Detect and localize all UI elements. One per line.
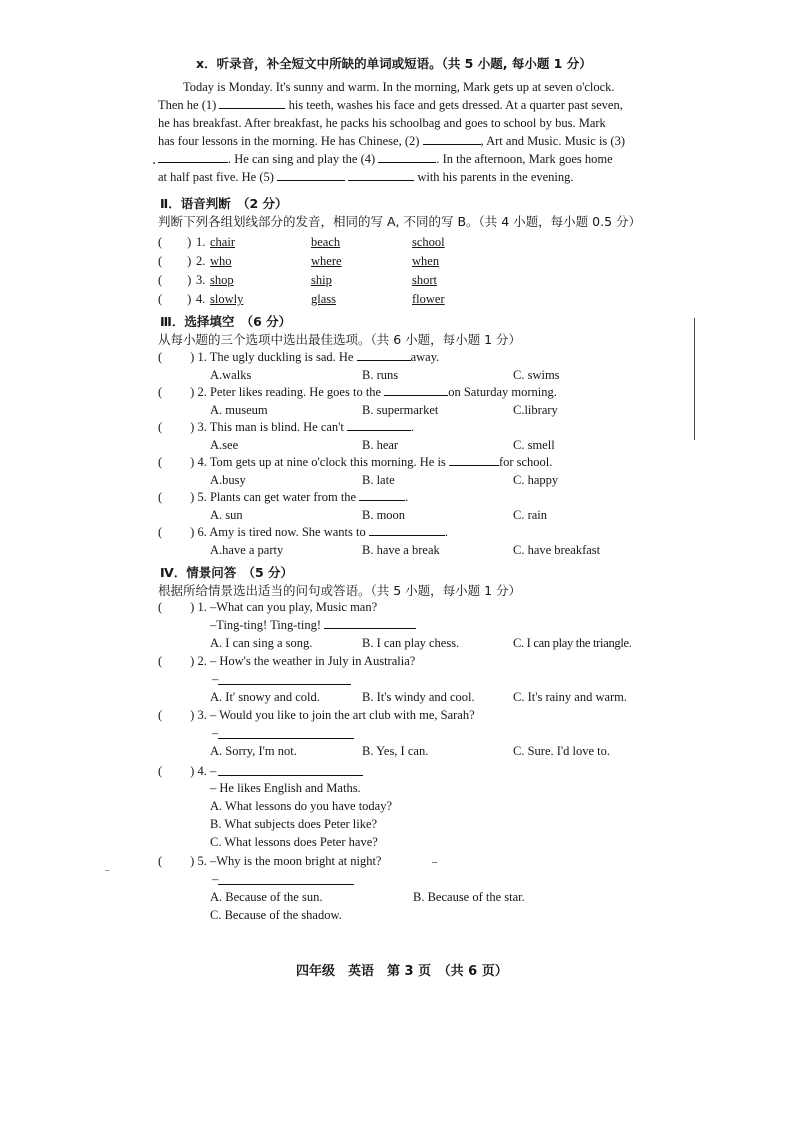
word-2: ship <box>311 273 332 287</box>
blank-5b[interactable] <box>348 169 414 181</box>
option-b[interactable]: B. late <box>362 473 395 487</box>
option-b[interactable]: B. supermarket <box>362 403 439 417</box>
page-footer: 四年级 英语 第 3 页 （共 6 页） <box>296 964 508 979</box>
item-number: 2. <box>196 254 206 268</box>
option-b[interactable]: B. It's windy and cool. <box>362 690 475 704</box>
word-3: short <box>412 273 437 287</box>
passage-line-2: Then he (1) his teeth, washes his face and gets dressed. At a quarter past seven, <box>158 98 623 112</box>
answer-paren[interactable]: ( ) <box>158 273 192 287</box>
question-text: ( ) 4. – <box>158 764 217 778</box>
question-text: ( ) 5. Plants can get water from the . <box>158 490 409 504</box>
option-c[interactable]: C. Because of the shadow. <box>210 908 342 922</box>
word-2: where <box>311 254 342 268</box>
answer-paren[interactable]: ( ) <box>158 292 192 306</box>
item-number: 1. <box>196 235 206 249</box>
blank-5a[interactable] <box>277 169 345 181</box>
question-text: ( ) 1. –What can you play, Music man? <box>158 600 378 614</box>
option-b[interactable]: B. What subjects does Peter like? <box>210 817 378 831</box>
option-a[interactable]: A.see <box>210 438 239 452</box>
answer-paren[interactable]: ( ) <box>158 235 192 249</box>
scan-artifact-dot <box>153 162 155 164</box>
question-text: ( ) 5. –Why is the moon bright at night? <box>158 854 382 868</box>
response-line: – He likes English and Maths. <box>210 781 361 795</box>
blank[interactable] <box>359 489 405 501</box>
option-a[interactable]: A. museum <box>210 403 268 417</box>
dash: – <box>212 872 219 886</box>
blank[interactable] <box>357 349 411 361</box>
option-c[interactable]: C. I can play the triangle. <box>513 636 632 650</box>
blank[interactable] <box>324 617 416 629</box>
option-c[interactable]: C. happy <box>513 473 559 487</box>
option-c[interactable]: C. What lessons does Peter have? <box>210 835 378 849</box>
answer-line[interactable] <box>218 738 354 739</box>
answer-paren[interactable]: ( ) <box>158 254 192 268</box>
scan-artifact-line <box>694 318 695 440</box>
option-c[interactable]: C.library <box>513 403 558 417</box>
option-b[interactable]: B. I can play chess. <box>362 636 460 650</box>
response-line: –Ting-ting! Ting-ting! <box>210 616 416 634</box>
option-a[interactable]: A. I can sing a song. <box>210 636 313 650</box>
item-number: 4. <box>196 292 206 306</box>
option-a[interactable]: A. Sorry, I'm not. <box>210 744 297 758</box>
word-3: flower <box>412 292 445 306</box>
passage-line-6: at half past five. He (5) with his parents in the evening. <box>158 170 574 184</box>
word-1: slowly <box>210 292 244 306</box>
dash: – <box>212 672 219 686</box>
option-a[interactable]: A. It' snowy and cold. <box>210 690 320 704</box>
word-1: who <box>210 254 232 268</box>
question-text: ( ) 2. Peter likes reading. He goes to the on Saturday morning. <box>158 385 557 399</box>
word-3: when <box>412 254 440 268</box>
section-2-title: Ⅱ．语音判断 （2 分） <box>160 196 288 211</box>
answer-line[interactable] <box>218 684 351 685</box>
option-a[interactable]: A. What lessons do you have today? <box>210 799 393 813</box>
question-text: ( ) 3. This man is blind. He can't . <box>158 420 415 434</box>
blank[interactable] <box>347 419 411 431</box>
section-3-instruction: 从每小题的三个选项中选出最佳选项。（共 6 小题，每小题 1 分） <box>158 332 522 347</box>
option-c[interactable]: C. It's rainy and warm. <box>513 690 628 704</box>
option-c[interactable]: C. have breakfast <box>513 543 601 557</box>
question-text: ( ) 6. Amy is tired now. She wants to . <box>158 525 448 539</box>
section-3-title: Ⅲ．选择填空 （6 分） <box>160 314 292 329</box>
option-b[interactable]: B. moon <box>362 508 406 522</box>
blank-3[interactable] <box>158 151 228 163</box>
option-a[interactable]: A. Because of the sun. <box>210 890 323 904</box>
option-b[interactable]: B. Because of the star. <box>413 890 525 904</box>
option-c[interactable]: C. swims <box>513 368 560 382</box>
question-text: ( ) 1. The ugly duckling is sad. He away. <box>158 350 440 364</box>
option-a[interactable]: A.walks <box>210 368 252 382</box>
question-text: ( ) 3. – Would you like to join the art club with me, Sarah? <box>158 708 475 722</box>
passage-line-3: he has breakfast. After breakfast, he packs his schoolbag and goes to school by bus. Mark <box>158 116 606 130</box>
option-a[interactable]: A.busy <box>210 473 246 487</box>
blank-4[interactable] <box>378 151 436 163</box>
blank[interactable] <box>449 454 499 466</box>
blank[interactable] <box>369 524 445 536</box>
dash: – <box>212 726 219 740</box>
question-text: ( ) 4. Tom gets up at nine o'clock this morning. He is for school. <box>158 455 553 469</box>
word-1: chair <box>210 235 235 249</box>
option-c[interactable]: C. rain <box>513 508 548 522</box>
scan-artifact-dot <box>432 862 437 863</box>
option-a[interactable]: A.have a party <box>210 543 284 557</box>
blank-2[interactable] <box>423 133 481 145</box>
section-2-instruction: 判断下列各组划线部分的发音，相同的写 A, 不同的写 B。（共 4 小题，每小题 0.5 分） <box>158 214 641 229</box>
question-text: ( ) 2. – How's the weather in July in Australia? <box>158 654 416 668</box>
word-1: shop <box>210 273 234 287</box>
blank-1[interactable] <box>219 97 285 109</box>
blank[interactable] <box>384 384 448 396</box>
option-b[interactable]: B. Yes, I can. <box>362 744 429 758</box>
option-a[interactable]: A. sun <box>210 508 243 522</box>
word-2: beach <box>311 235 341 249</box>
answer-line[interactable] <box>218 884 354 885</box>
passage-line-4: has four lessons in the morning. He has Chinese, (2) , Art and Music. Music is (3) <box>158 134 625 148</box>
option-b[interactable]: B. hear <box>362 438 399 452</box>
option-c[interactable]: C. Sure. I'd love to. <box>513 744 611 758</box>
scan-artifact-dot <box>105 870 109 871</box>
passage-line-1: Today is Monday. It's sunny and warm. In the morning, Mark gets up at seven o'clock. <box>183 80 615 94</box>
section-4-title: Ⅳ．情景问答 （5 分） <box>160 565 294 580</box>
section-x-title: x．听录音，补全短文中所缺的单词或短语。（共 5 小题, 每小题 1 分） <box>196 56 592 71</box>
word-2: glass <box>311 292 336 306</box>
answer-line[interactable] <box>218 775 363 776</box>
passage-line-5: . He can sing and play the (4) . In the afternoon, Mark goes home <box>158 150 613 168</box>
option-b[interactable]: B. runs <box>362 368 399 382</box>
option-b[interactable]: B. have a break <box>362 543 440 557</box>
section-4-instruction: 根据所给情景选出适当的问句或答语。（共 5 小题，每小题 1 分） <box>158 583 522 598</box>
option-c[interactable]: C. smell <box>513 438 555 452</box>
item-number: 3. <box>196 273 206 287</box>
word-3: school <box>412 235 445 249</box>
